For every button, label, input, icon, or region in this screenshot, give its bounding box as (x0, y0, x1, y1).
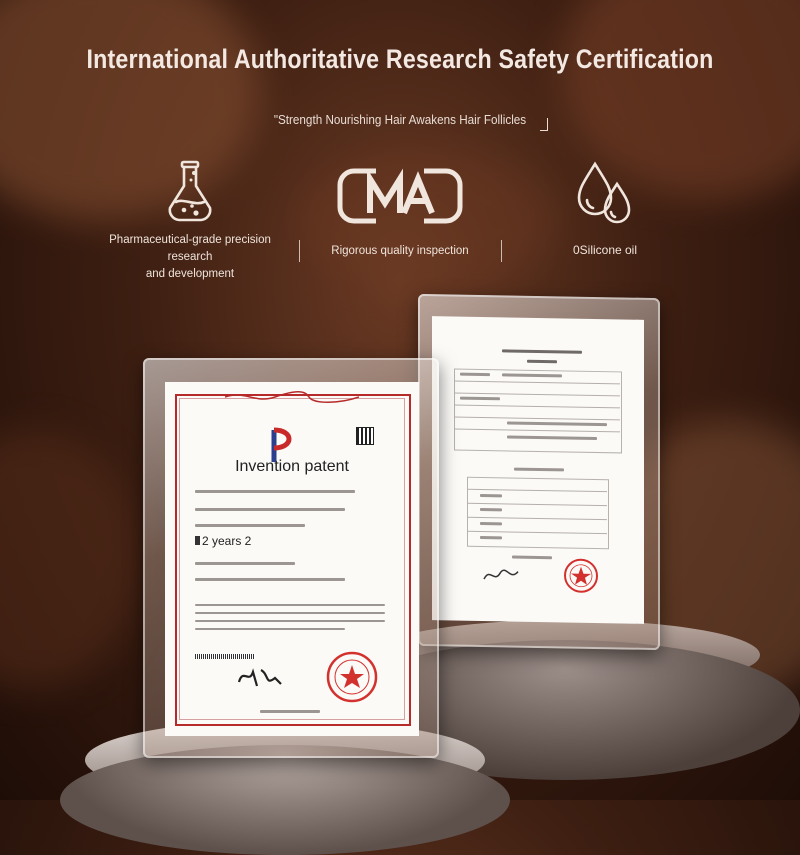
page-title: International Authoritative Research Safety Certification (86, 44, 714, 74)
patent-title: Invention patent (235, 458, 349, 475)
patent-term-text: 2 years 2 (202, 534, 252, 548)
patent-seal (325, 650, 379, 704)
flask-icon (165, 160, 215, 224)
report-signature (482, 565, 522, 586)
divider-2 (501, 240, 502, 262)
patent-frame (143, 358, 439, 758)
patent-term (195, 534, 251, 548)
feature-quality (330, 165, 470, 260)
quote-bracket (540, 118, 548, 131)
patent-qr-code (357, 428, 373, 444)
report-seal (562, 556, 600, 595)
patent-paper (165, 382, 419, 736)
feature-silicone (545, 160, 665, 259)
feature-rnd-label-1: Pharmaceutical-grade precision research (109, 234, 271, 263)
cma-logo-icon (336, 165, 464, 227)
feature-quality-label: Rigorous quality inspection (331, 245, 469, 257)
test-report-paper (432, 316, 644, 624)
droplets-icon (573, 160, 637, 228)
patent-ornament-top (225, 390, 359, 404)
divider-1 (299, 240, 300, 262)
patent-barcode (195, 654, 255, 659)
patent-signature (235, 664, 285, 690)
feature-silicone-label: 0Silicone oil (572, 243, 638, 257)
feature-rnd (95, 160, 285, 283)
page-subtitle: "Strength Nourishing Hair Awakens Hair Follicles (273, 112, 527, 127)
feature-rnd-label-2: and development (145, 268, 235, 280)
test-report-frame (418, 294, 660, 650)
pedestal-left-base (60, 745, 510, 855)
